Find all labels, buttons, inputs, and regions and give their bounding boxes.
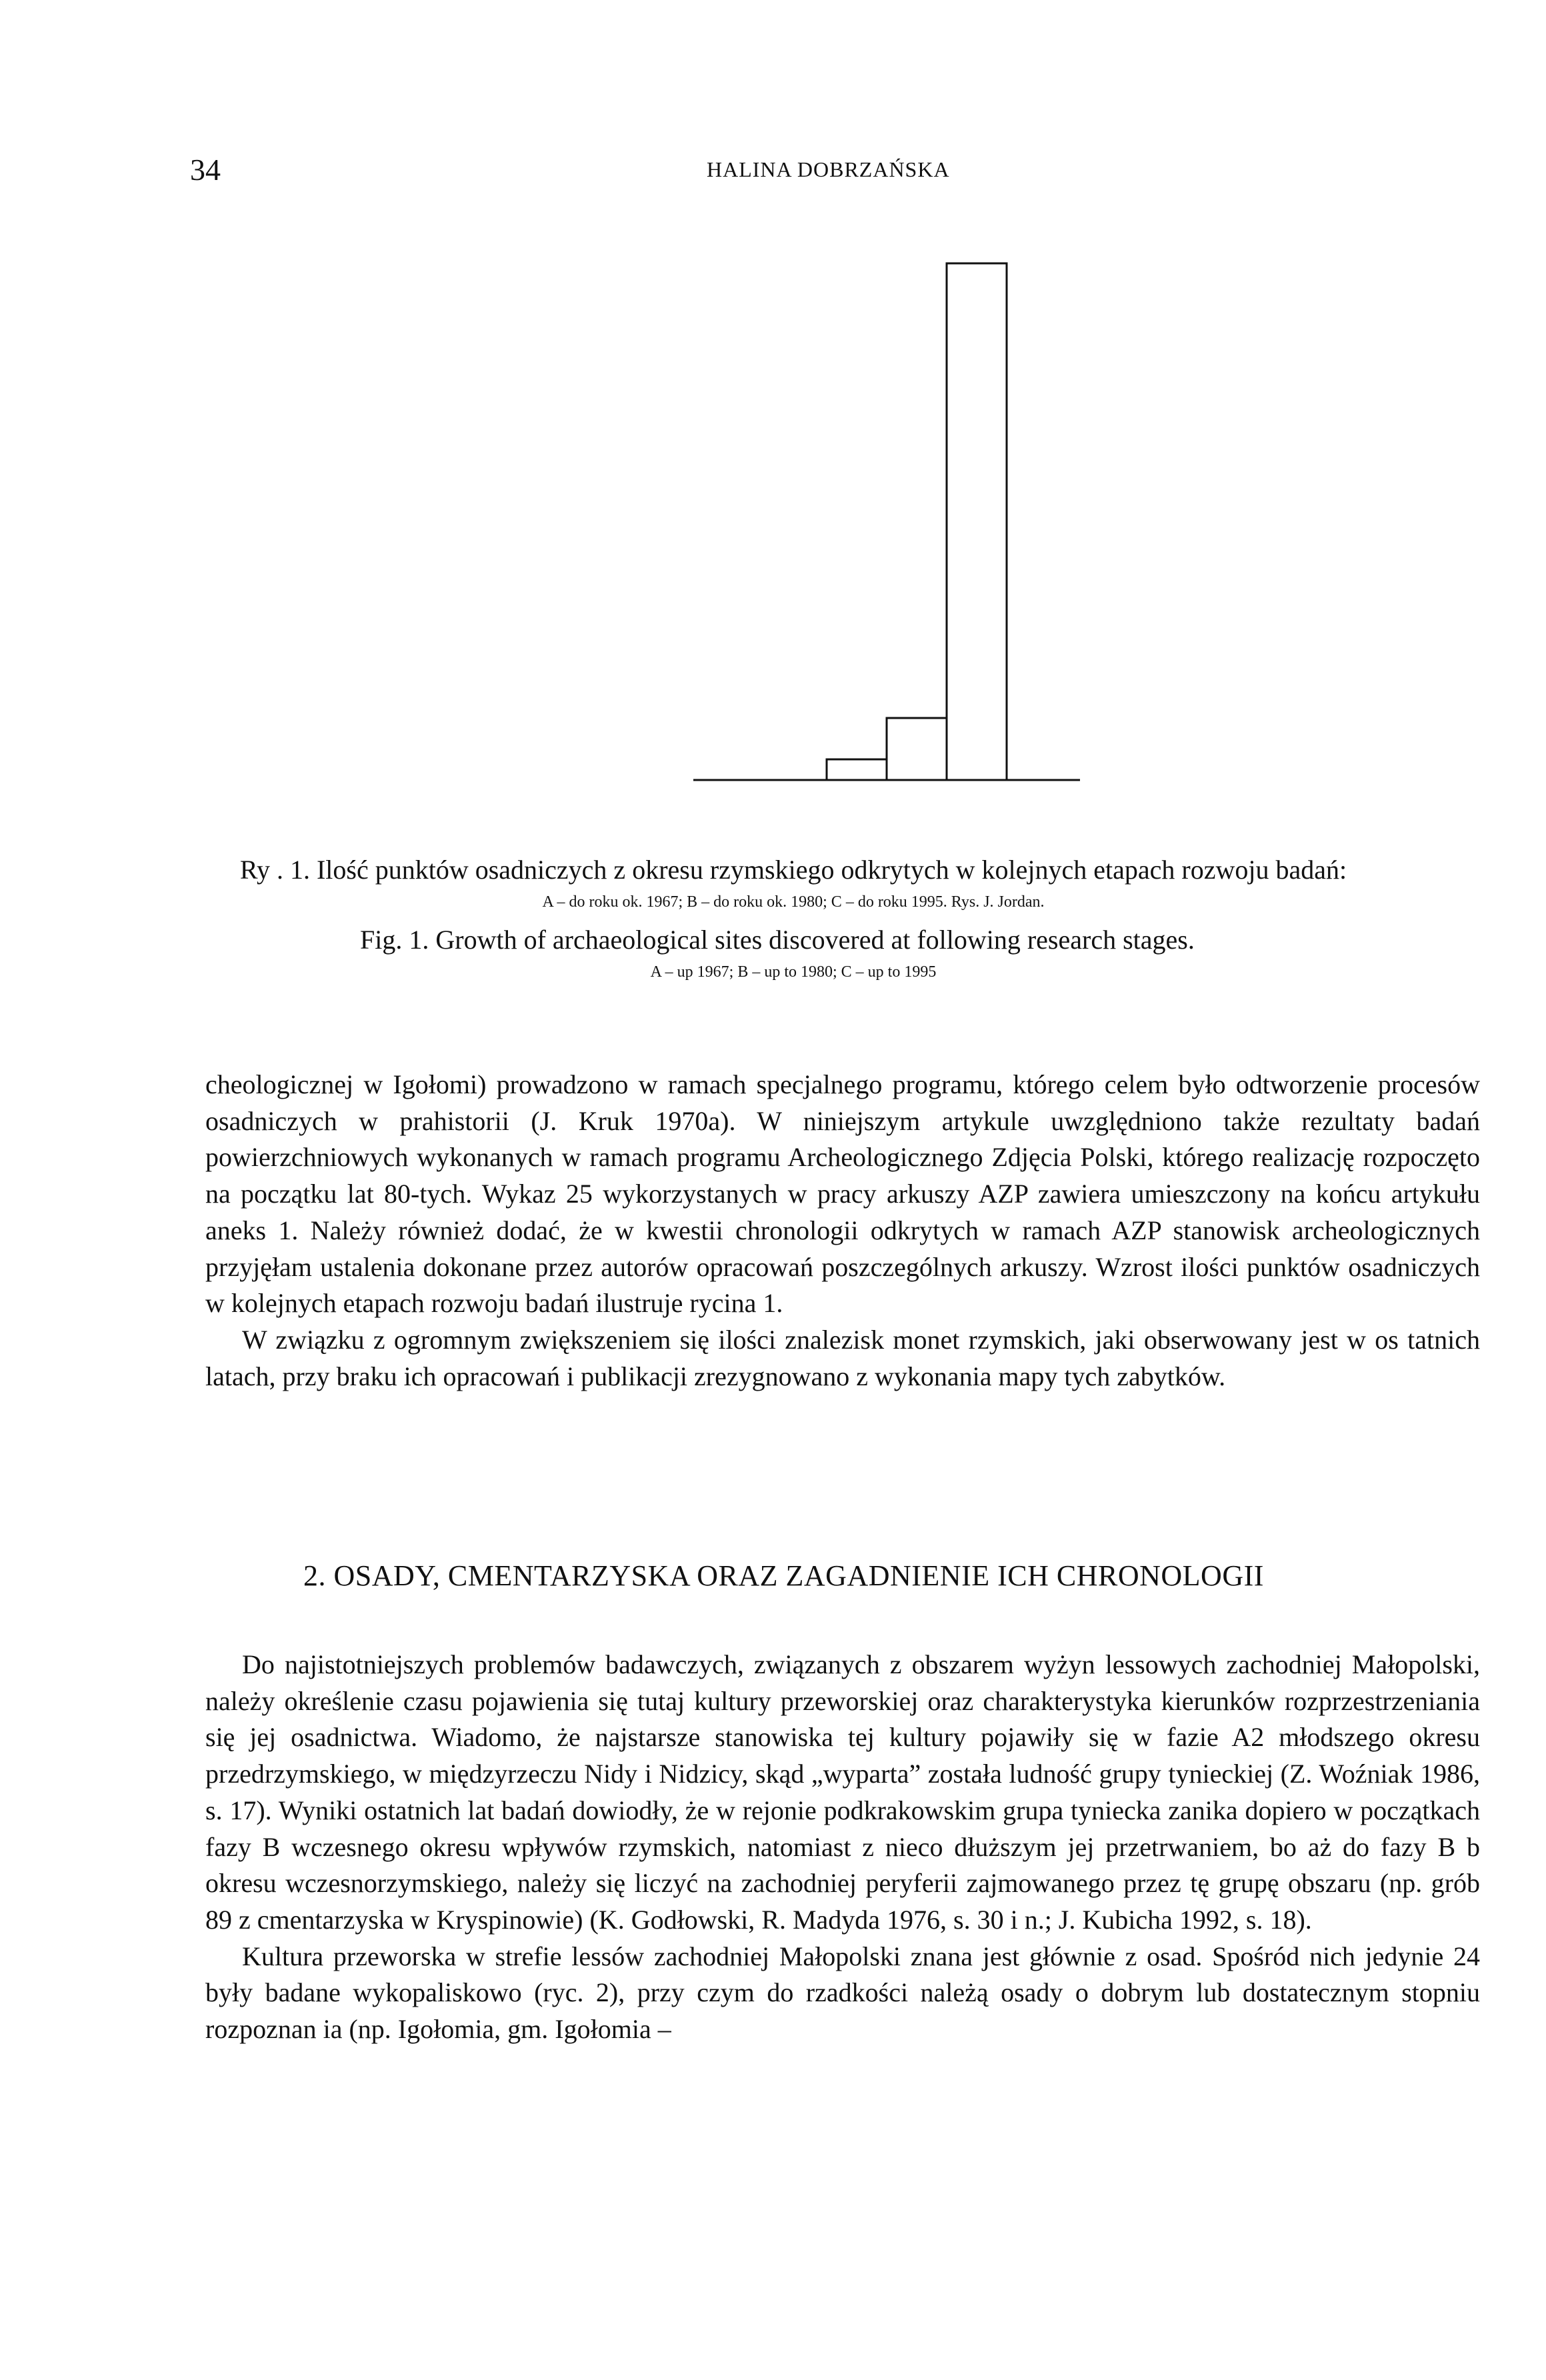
paragraph: Kultura przeworska w strefie lessów zachodniej Małopolski znana jest głównie z osad. Spośród nich jedynie 24 były badane wykopaliskowo (ryc. 2), przy czym do rzadkości należą osady o dobrym lub dostatecznym stopniu rozpoznan ia (np. Igołomia, gm. Igołomia – (205, 1941, 1480, 2045)
caption-pl-main: Ry . 1. Ilość punktów osadniczych z okresu rzymskiego odkrytych w kolejnych etapach rozwoju badań: (239, 855, 1347, 885)
bar-chart-svg (693, 253, 1080, 787)
caption-en-main: Fig. 1. Growth of archaeological sites discovered at following research stages. (360, 925, 1195, 955)
section-heading: 2. OSADY, CMENTARZYSKA ORAZ ZAGADNIENIE ICH CHRONOLOGII (303, 1559, 1264, 1592)
body-text-bottom (205, 1647, 1480, 2048)
page-number: 34 (190, 153, 221, 187)
caption-pl-sub: A – do roku ok. 1967; B – do roku ok. 1980; C – do roku 1995. Rys. J. Jordan. (542, 893, 1045, 911)
running-head: HALINA DOBRZAŃSKA (707, 157, 950, 181)
body-text-top (205, 1067, 1480, 1395)
bar-B (887, 718, 947, 780)
paragraph: Do najistotniejszych problemów badawczych, związanych z obszarem wyżyn lessowych zachodniej Małopolski, należy określenie czasu pojawienia się tutaj kultury przeworskiej oraz charakterystyka kierunków rozprzestrzeniania się jej osadnictwa. Wiadomo, że najstarsze stanowiska tej kultury pojawiły się w fazie A2 młodszego okresu przedrzymskiego, w międzyrzeczu Nidy i Nidzicy, skąd „wyparta” została ludność grupy tynieckiej (Z. Woźniak 1986, s. 17). Wyniki ostatnich lat badań dowiodły, że w rejonie podkrakowskim grupa tyniecka zanika dopiero w początkach fazy B wczesnego okresu wpływów rzymskich, natomiast z nieco dłuższym jej przetrwaniem, bo aż do fazy B b okresu wczesnorzymskiego, należy się liczyć na zachodniej peryferii zajmowanego przez tę grupę obszaru (np. grób 89 z cmentarzyska w Kryspinowie) (K. Godłowski, R. Madyda 1976, s. 30 i n.; J. Kubicha 1992, s. 18). (205, 1649, 1480, 1935)
paragraph: W związku z ogromnym zwiększeniem się ilości znalezisk monet rzymskich, jaki obserwowany jest w os tatnich latach, przy braku ich opracowań i publikacji zrezygnowano z wykonania mapy tych zabytków. (205, 1324, 1480, 1391)
figure-bar-chart (693, 253, 1080, 787)
paragraph: cheologicznej w Igołomi) prowadzono w ramach specjalnego programu, którego celem było odtworzenie procesów osadniczych w prahistorii (J. Kruk 1970a). W niniejszym artykule uwzględniono także rezultaty badań powierzchniowych wykonanych w ramach programu Archeologicznego Zdjęcia Polski, którego realizację rozpoczęto na początku lat 80-tych. Wykaz 25 wykorzystanych w pracy arkuszy AZP zawiera umieszczony na końcu artykułu aneks 1. Należy również dodać, że w kwestii chronologii odkrytych w ramach AZP stanowisk archeologicznych przyjęłam ustalenia dokonane przez autorów opracowań poszczególnych arkuszy. Wzrost ilości punktów osadniczych w kolejnych etapach rozwoju badań ilustruje rycina 1. (205, 1069, 1480, 1319)
bar-C (947, 263, 1007, 780)
caption-en-sub: A – up 1967; B – up to 1980; C – up to 1995 (650, 963, 937, 981)
bar-A (827, 759, 887, 780)
